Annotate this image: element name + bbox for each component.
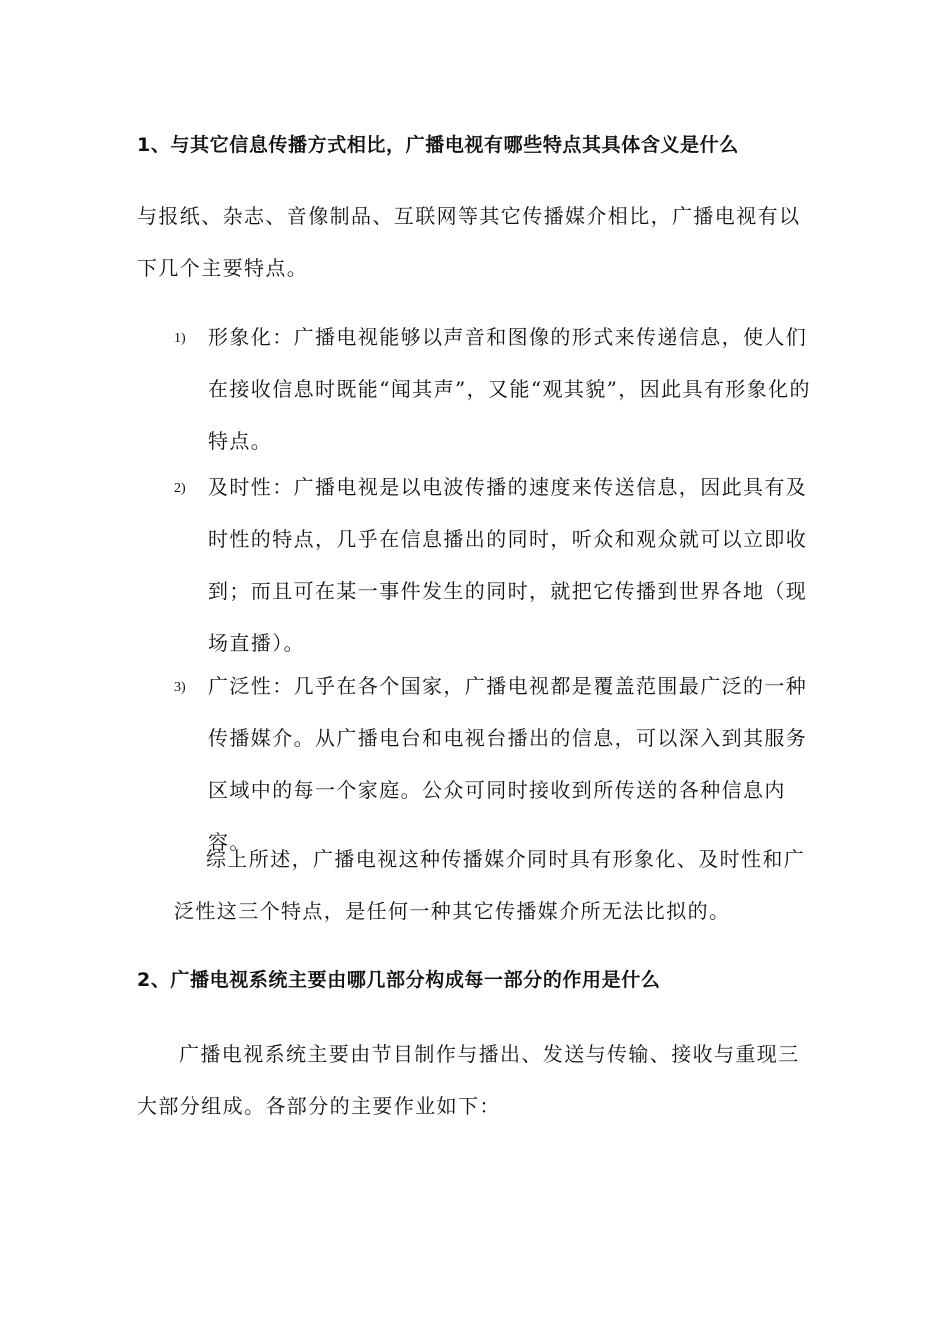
- section-1-intro: 与报纸、杂志、音像制品、互联网等其它传播媒介相比，广播电视有以下几个主要特点。: [137, 204, 801, 280]
- section-2-heading: 2、广播电视系统主要由哪几部分构成每一部分的作用是什么: [137, 969, 661, 991]
- section-1-heading: 1、与其它信息传播方式相比，广播电视有哪些特点其具体含义是什么: [137, 134, 739, 156]
- section-2-body: 广播电视系统主要由节目制作与播出、发送与传输、接收与重现三大部分组成。各部分的主要作业如下：: [137, 1042, 800, 1118]
- list-item-2-number: 2): [174, 481, 186, 496]
- list-item-2-text: 及时性：广播电视是以电波传播的速度来传送信息，因此具有及时性的特点，几乎在信息播出的同时，听众和观众就可以立即收到；而且可在某一事件发生的同时，就把它传播到世界各地（现场直播）。: [208, 475, 808, 655]
- list-item-1-number: 1): [174, 331, 186, 346]
- list-item-1-text: 形象化：广播电视能够以声音和图像的形式来传递信息，使人们在接收信息时既能“闻其声”，又能“观其貌”，因此具有形象化的特点。: [208, 325, 811, 453]
- list-item-3-text: 广泛性：几乎在各个国家，广播电视都是覆盖范围最广泛的一种传播媒介。从广播电台和电视台播出的信息，可以深入到其服务区域中的每一个家庭。公众可同时接收到所传送的各种信息内容。: [208, 674, 808, 854]
- section-1-summary: 综上所述，广播电视这种传播媒介同时具有形象化、及时性和广泛性这三个特点，是任何一种其它传播媒介所无法比拟的。: [174, 847, 806, 923]
- list-item-3-number: 3): [174, 680, 186, 695]
